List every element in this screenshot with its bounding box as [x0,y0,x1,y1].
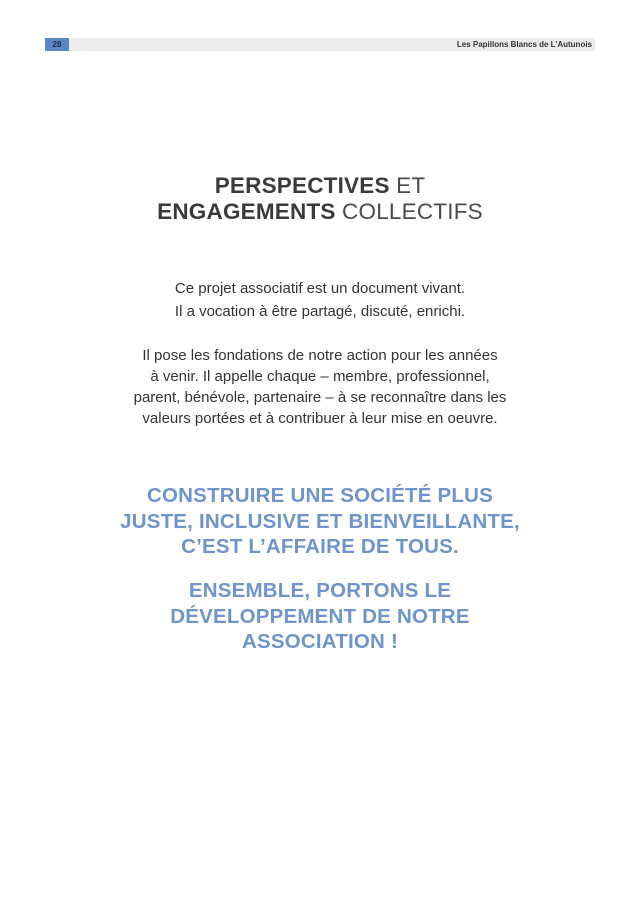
page-heading [0,173,640,225]
callout-1-line-1: CONSTRUIRE UNE SOCIÉTÉ PLUS [147,484,493,507]
paragraph-line-2: à venir. Il appelle chaque – membre, professionnel, [150,368,490,385]
heading-line-2 [0,199,640,225]
heading-line-1-light: ET [389,173,426,198]
heading-line-2-strong: ENGAGEMENTS [157,199,336,224]
paragraph-line-1: Il pose les fondations de notre action pour les années [142,347,498,364]
callout-1-line-3: C’EST L’AFFAIRE DE TOUS. [181,535,459,558]
callout-slogan [0,578,640,655]
heading-line-1 [0,173,640,199]
heading-line-1-strong: PERSPECTIVES [214,173,390,198]
intro-line-2: Il a vocation à être partagé, discuté, enrichi. [174,303,466,320]
callout-1-line-2: JUSTE, INCLUSIVE ET BIENVEILLANTE, [120,509,520,533]
paragraph-line-3: parent, bénévole, partenaire – à se reconnaître dans les [133,389,507,406]
callout-statement [0,483,640,560]
callout-2-line-1: ENSEMBLE, PORTONS LE [188,579,452,602]
callout-2-line-3: ASSOCIATION ! [242,630,398,653]
page-header-bar [45,38,595,51]
body-paragraph [0,345,640,429]
page-number: 28 [45,38,69,51]
paragraph-line-4: valeurs portées et à contribuer à leur mise en oeuvre. [142,410,498,427]
intro-line-1: Ce projet associatif est un document vivant. [174,280,466,297]
running-title: Les Papillons Blancs de L’Autunois [456,40,592,49]
heading-line-2-light: COLLECTIFS [335,199,483,224]
intro-paragraph [0,277,640,323]
callout-2-line-2: DÉVELOPPEMENT DE NOTRE [170,604,470,628]
